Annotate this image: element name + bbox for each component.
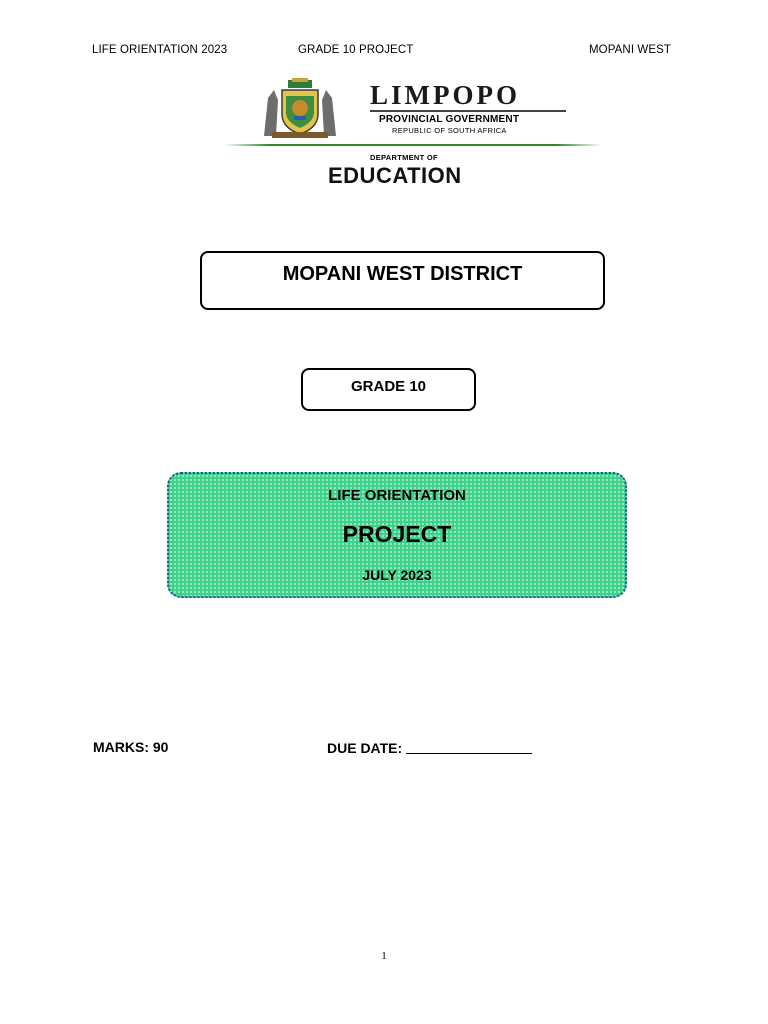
project-date: JULY 2023 — [362, 567, 432, 583]
grade-label: GRADE 10 — [350, 378, 427, 395]
logo-education-text: EDUCATION — [328, 163, 462, 188]
district-title: MOPANI WEST DISTRICT — [282, 263, 523, 285]
limpopo-education-logo — [224, 74, 608, 194]
district-box — [200, 251, 605, 310]
logo-green-line — [224, 144, 602, 146]
coat-of-arms-icon — [258, 78, 342, 140]
grade-box — [301, 368, 476, 411]
header-middle: GRADE 10 PROJECT — [298, 44, 414, 56]
subject-name: LIFE ORIENTATION — [328, 487, 466, 504]
marks-label: MARKS: 90 — [93, 739, 169, 755]
logo-department-of-text: DEPARTMENT OF — [370, 153, 438, 162]
page-number: 1 — [381, 950, 387, 962]
header-left: LIFE ORIENTATION 2023 — [92, 44, 228, 56]
due-date-field — [327, 739, 532, 756]
logo-limpopo-text: LIMPOPO — [370, 80, 520, 110]
logo-divider — [370, 110, 566, 112]
logo-country-text: REPUBLIC OF SOUTH AFRICA — [392, 126, 507, 135]
logo-government-text: PROVINCIAL GOVERNMENT — [379, 114, 520, 125]
project-title: PROJECT — [342, 521, 452, 547]
due-date-blank-line — [406, 739, 532, 754]
header-right: MOPANI WEST — [589, 44, 672, 56]
due-date-label: DUE DATE: — [327, 740, 403, 756]
subject-panel — [167, 472, 627, 598]
